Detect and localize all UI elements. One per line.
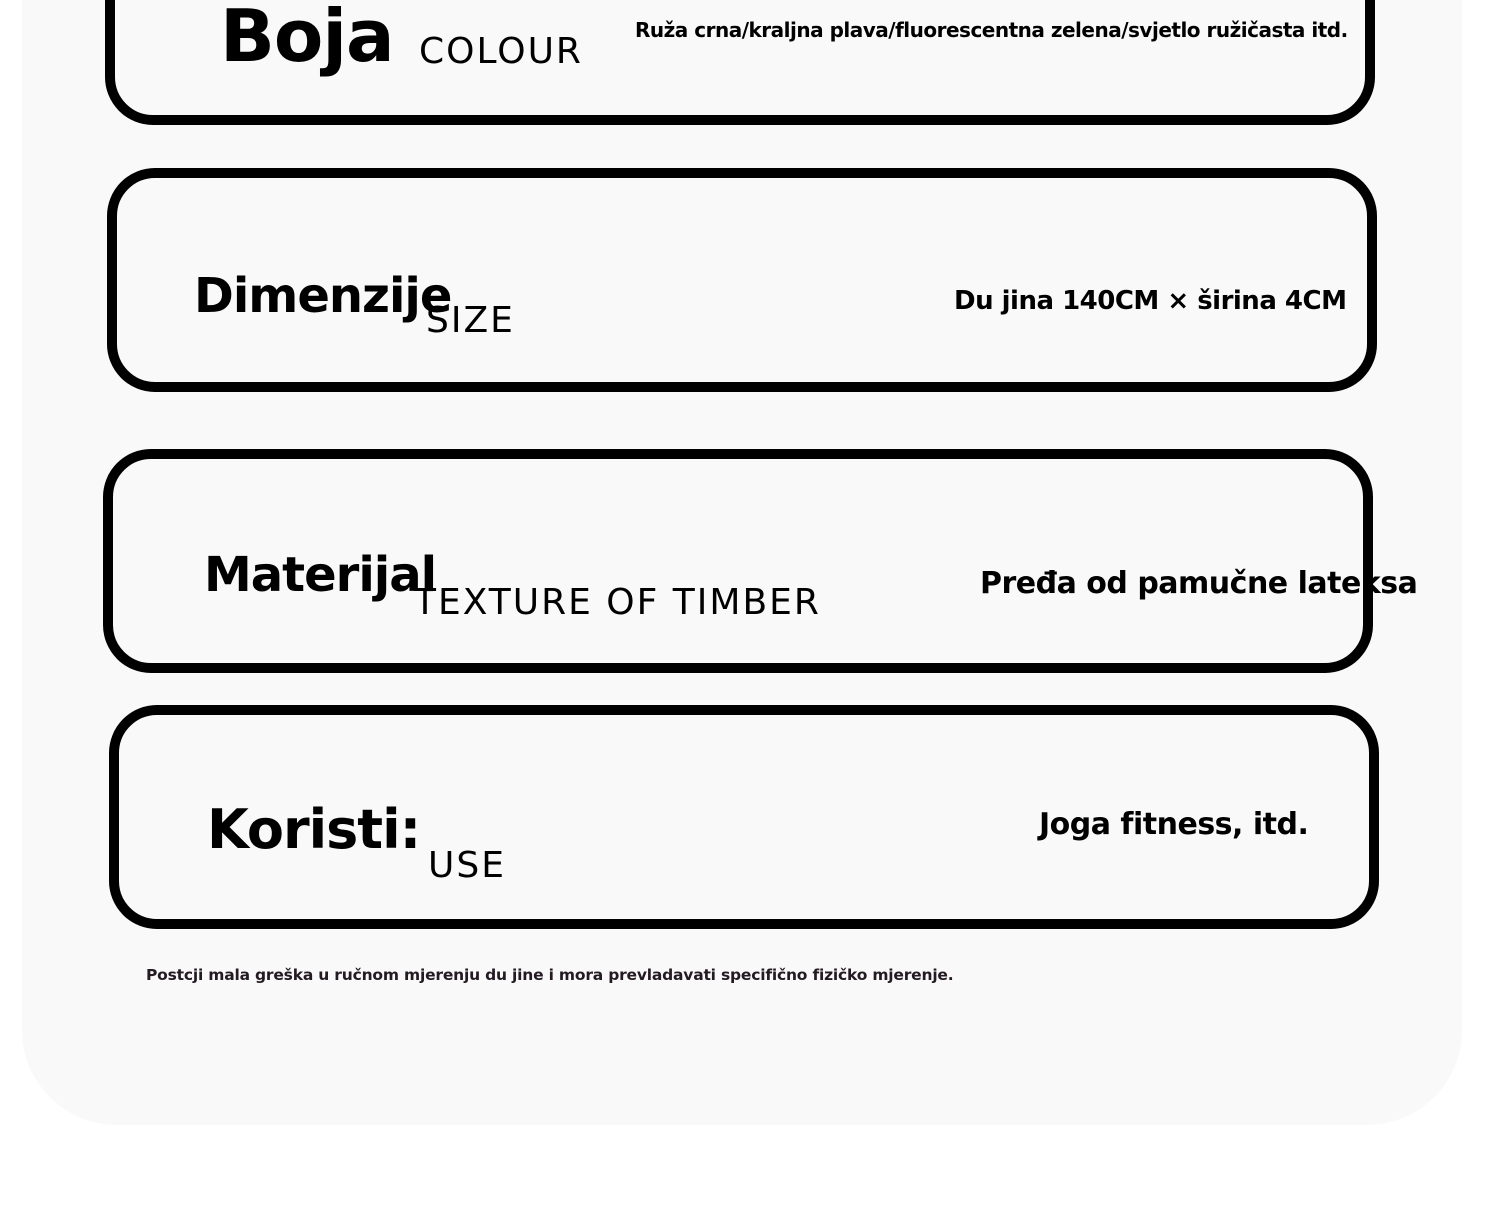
colour-label-en: COLOUR (419, 31, 583, 72)
material-label-en: TEXTURE OF TIMBER (414, 582, 821, 623)
colour-label: Boja (220, 0, 394, 78)
material-value: Pređa od pamučne lateksa (980, 566, 1418, 601)
use-value: Joga fitness, itd. (1039, 807, 1309, 842)
size-label: Dimenzije (194, 268, 452, 324)
size-label-en: SIZE (426, 300, 515, 341)
size-value: Du jina 140CM × širina 4CM (954, 286, 1347, 316)
use-label-en: USE (428, 845, 506, 886)
use-label: Koristi: (207, 798, 421, 861)
measurement-footnote: Postcji mala greška u ručnom mjerenju du jine i mora prevladavati specifično fizičko mjerenje. (146, 966, 954, 984)
colour-value: Ruža crna/kraljna plava/fluorescentna zelena/svjetlo ružičasta itd. (635, 18, 1348, 42)
material-label: Materijal (204, 547, 437, 603)
